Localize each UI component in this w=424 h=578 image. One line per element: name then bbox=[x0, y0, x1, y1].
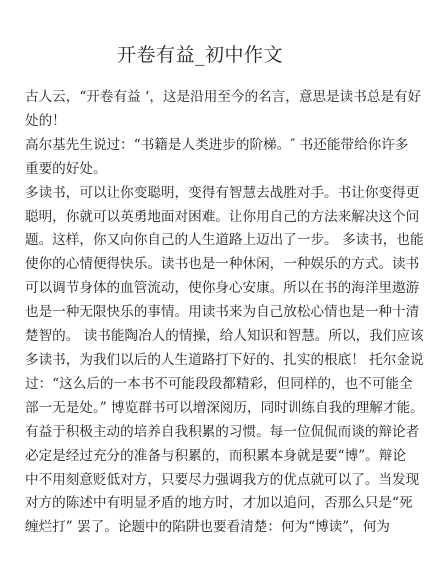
document-title: 开卷有益_初中作文 bbox=[116, 44, 283, 66]
text-line: 楚智的。 读书能陶冶人的情操，给人知识和智慧。所以，我们应该 bbox=[25, 328, 424, 345]
text-line: 聪明，你就可以英勇地面对困难。让你用自己的方法来解决这个问 bbox=[25, 208, 420, 225]
text-line: 可以调节身体的血管流动，使你身心安康。所以在书的海洋里遨游 bbox=[25, 280, 420, 297]
paragraph-2 bbox=[25, 134, 409, 182]
paragraph-1 bbox=[25, 86, 422, 134]
text-line: 有益于积极主动的培养自我积累的习惯。每一位侃侃而谈的辩论者 bbox=[25, 423, 420, 440]
text-line: 古人云，“开卷有益 ‘，这是沿用至今的名言，意思是读书总是有好 bbox=[25, 89, 422, 105]
text-line: 多读书，可以让你变聪明，变得有智慧去战胜对手。书让你变得更 bbox=[25, 184, 420, 201]
text-line: 处的！ bbox=[25, 112, 66, 129]
text-line: 对方的陈述中有明显矛盾的地方时，才加以追问，否那么只是“死 bbox=[25, 495, 413, 512]
text-line: 使你的心情便得快乐。读书也是一种休闲，一种娱乐的方式。读书 bbox=[25, 256, 420, 273]
text-line: 多读书，为我们以后的人生道路打下好的、扎实的根底！ 托尔金说 bbox=[25, 351, 424, 368]
text-line: 缠烂打” 罢了。论题中的陷阱也要看清楚：何为“博读”，何为 bbox=[25, 519, 391, 536]
text-line: 题。这样，你又向你自己的人生道路上迈出了一步。 多读书，也能 bbox=[25, 232, 424, 249]
text-line: 过：“这么后的一本书不可能段段都精彩，但同样的，也不可能全 bbox=[25, 375, 413, 392]
text-line: 必定是经过充分的准备与积累的，而积累本身就是要“博”。辩论 bbox=[25, 447, 406, 464]
document-body bbox=[25, 86, 424, 540]
paragraph-3 bbox=[25, 182, 424, 541]
text-line: 部一无是处。” 博览群书可以增深阅历，同时训练自我的理解才能。 bbox=[25, 399, 424, 416]
text-line: 也是一种无限快乐的事情。用读书来为自己放松心情也是一种十清 bbox=[25, 304, 420, 321]
text-line: 重要的好处。 bbox=[25, 160, 107, 177]
text-line: 高尔基先生说过：“书籍是人类进步的阶梯。″ 书还能带给你许多 bbox=[25, 136, 409, 153]
text-line: 中不用刻意贬低对方，只要尽力强调我方的优点就可以了。当发现 bbox=[25, 471, 420, 488]
